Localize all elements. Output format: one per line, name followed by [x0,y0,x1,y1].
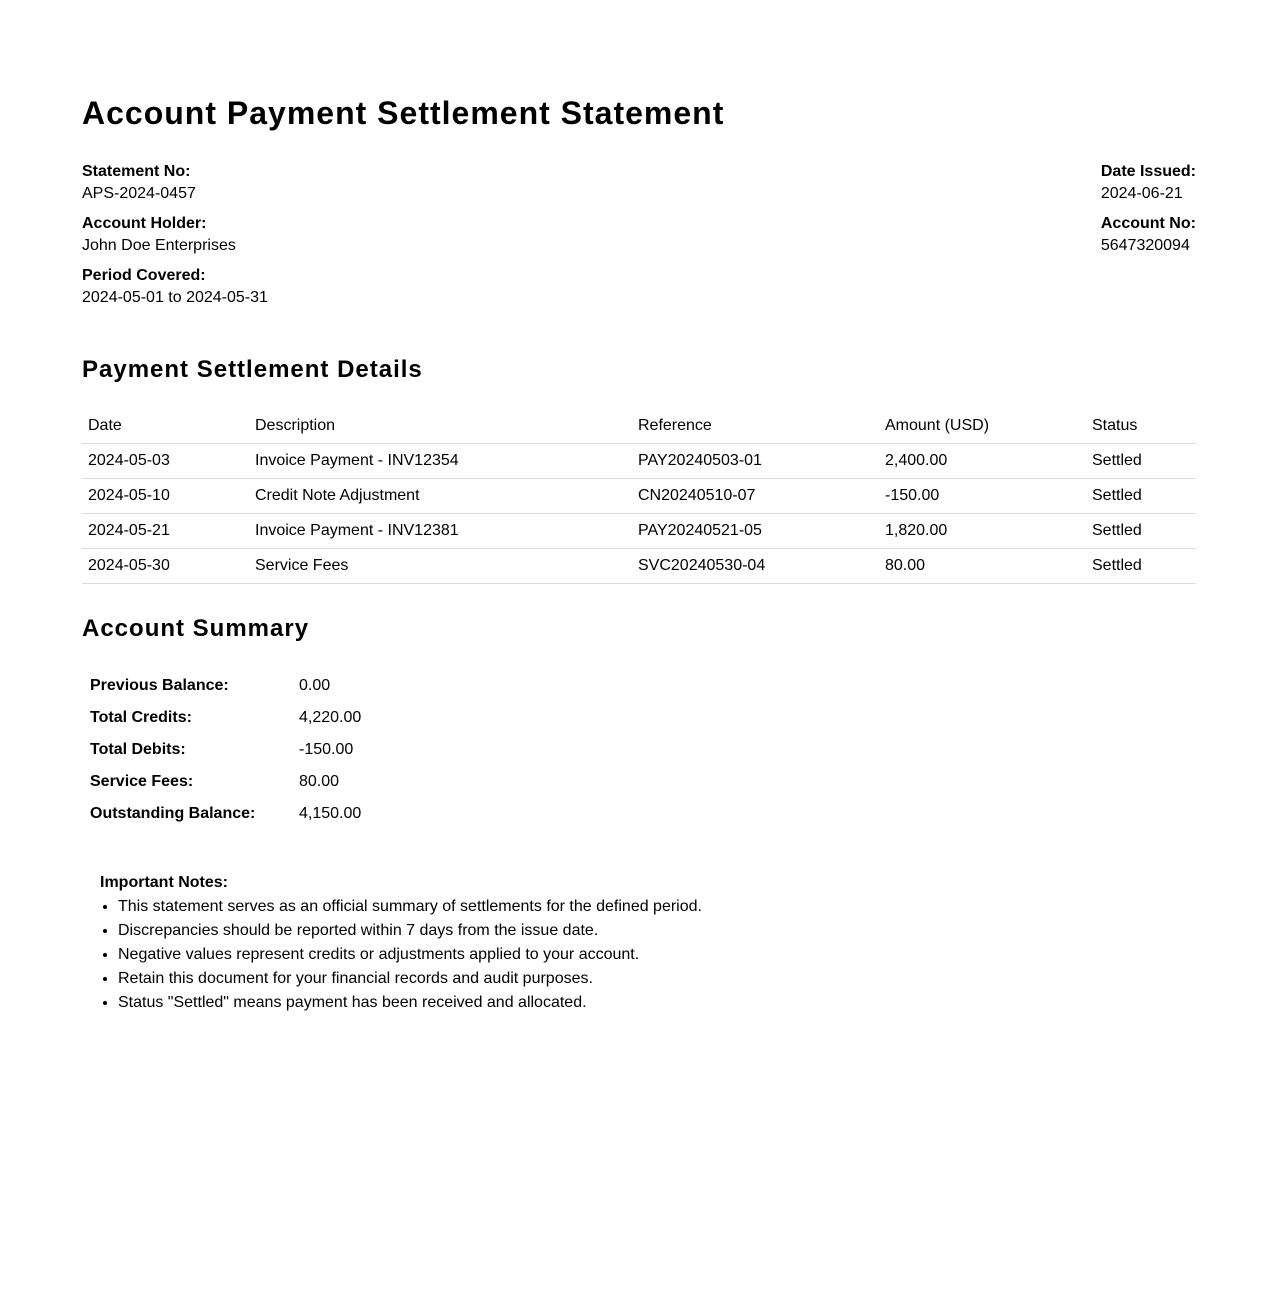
statement-no-block [82,162,268,206]
period-value: 2024-05-01 to 2024-05-31 [82,289,268,306]
cell-description: Invoice Payment - INV12381 [249,514,632,549]
header-description: Description [249,408,632,444]
cell-reference: PAY20240521-05 [632,514,879,549]
summary-value: 0.00 [299,677,331,694]
summary-label: Previous Balance: [90,677,229,694]
cell-description: Service Fees [249,549,632,584]
period-block [82,266,268,310]
account-holder-label: Account Holder: [82,215,207,232]
summary-row [82,798,369,830]
table-header-row [82,408,1196,444]
list-item: • Retain this document for your financial records and audit purposes. [118,967,702,991]
cell-date: 2024-05-03 [82,444,249,479]
summary-value: 4,220.00 [299,709,362,726]
account-holder-block [82,214,268,258]
account-no-block [1101,214,1196,258]
details-section-title: Payment Settlement Details [82,356,423,383]
summary-row [82,702,369,734]
notes-list [100,895,702,1015]
meta-left [82,162,268,318]
list-item: • Discrepancies should be reported within 7 days from the issue date. [118,919,702,943]
notes-title: Important Notes: [100,874,228,891]
header-date: Date [82,408,249,444]
date-issued-value: 2024-06-21 [1100,185,1183,202]
list-item: • Status "Settled" means payment has been received and allocated. [118,991,702,1015]
date-issued-block [1101,162,1196,206]
summary-row [82,670,369,702]
account-holder-value: John Doe Enterprises [82,237,236,254]
header-status: Status [1086,408,1196,444]
account-no-label: Account No: [1100,215,1196,232]
statement-no-value: APS-2024-0457 [82,185,196,202]
cell-reference: CN20240510-07 [632,479,879,514]
cell-reference: SVC20240530-04 [632,549,879,584]
summary-label: Total Credits: [90,709,192,726]
cell-reference: PAY20240503-01 [632,444,879,479]
summary-value: 80.00 [299,773,340,790]
cell-status: Settled [1086,444,1196,479]
summary-label: Total Debits: [90,741,186,758]
table-row [82,514,1196,549]
cell-date: 2024-05-10 [82,479,249,514]
table-row [82,444,1196,479]
cell-date: 2024-05-30 [82,549,249,584]
cell-status: Settled [1086,549,1196,584]
cell-status: Settled [1086,514,1196,549]
cell-amount: 2,400.00 [879,444,1086,479]
important-notes [100,873,702,1015]
date-issued-label: Date Issued: [1100,163,1196,180]
header-amount: Amount (USD) [879,408,1086,444]
summary-value: 4,150.00 [299,805,362,822]
cell-amount: 80.00 [879,549,1086,584]
summary-label: Service Fees: [90,773,194,790]
cell-status: Settled [1086,479,1196,514]
cell-description: Invoice Payment - INV12354 [249,444,632,479]
summary-row [82,766,369,798]
settlement-details-table [82,408,1196,584]
account-no-value: 5647320094 [1100,237,1190,254]
table-row [82,549,1196,584]
summary-label: Outstanding Balance: [90,805,256,822]
summary-section-title: Account Summary [82,615,310,642]
list-item: • Negative values represent credits or adjustments applied to your account. [118,943,702,967]
summary-row [82,734,369,766]
period-label: Period Covered: [82,267,206,284]
cell-description: Credit Note Adjustment [249,479,632,514]
account-summary-table [82,670,369,830]
cell-amount: 1,820.00 [879,514,1086,549]
document-title: Account Payment Settlement Statement [82,95,725,131]
list-item: • This statement serves as an official summary of settlements for the defined period. [118,895,702,919]
statement-no-label: Statement No: [82,163,191,180]
summary-value: -150.00 [299,741,354,758]
cell-date: 2024-05-21 [82,514,249,549]
cell-amount: -150.00 [879,479,1086,514]
header-reference: Reference [632,408,879,444]
meta-right [1101,162,1196,266]
table-row [82,479,1196,514]
